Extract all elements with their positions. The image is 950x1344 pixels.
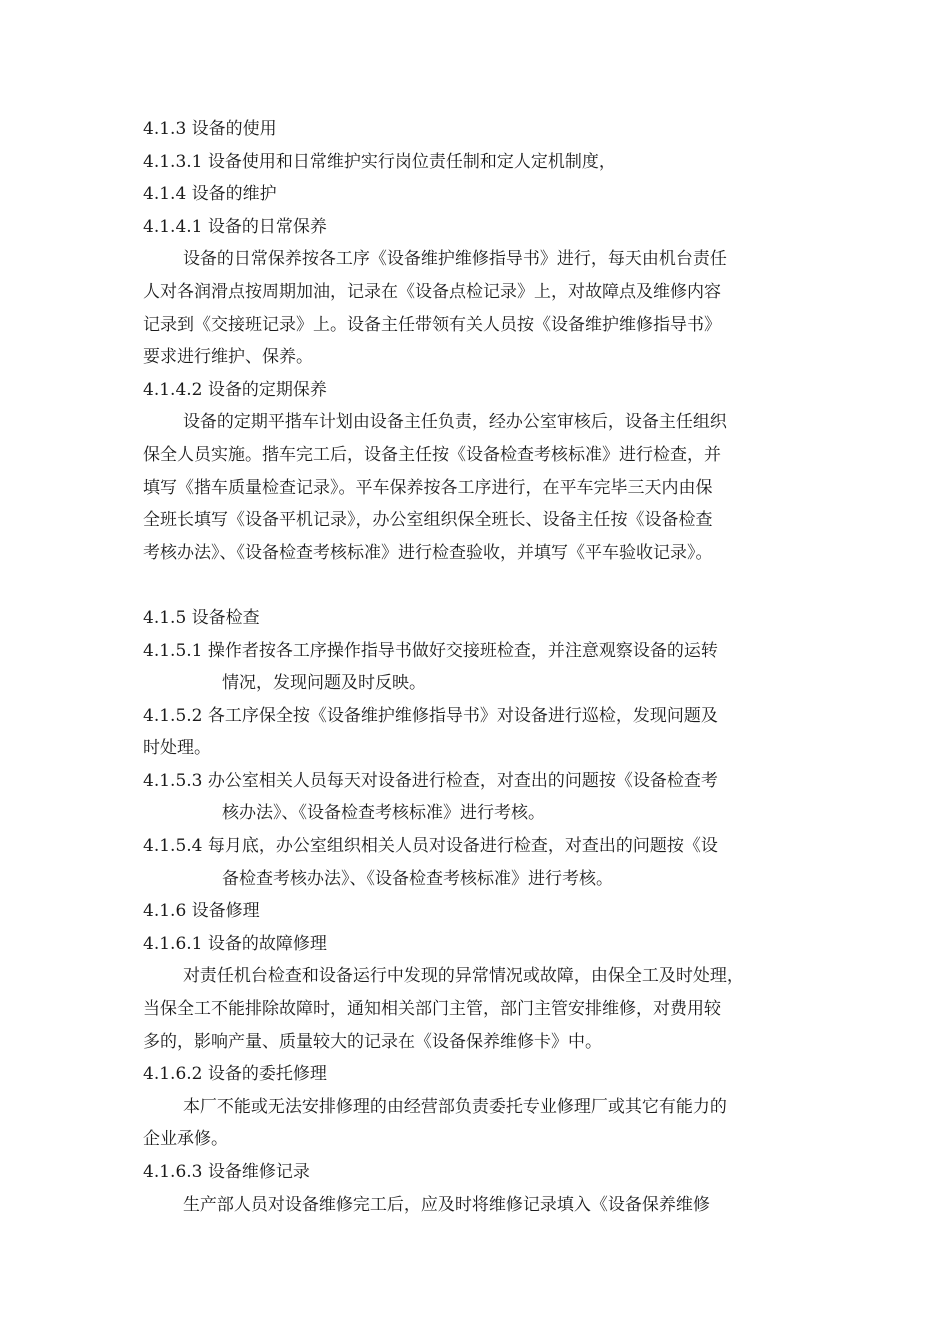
paragraph-line: 填写《揩车质量检查记录》。平车保养按各工序进行，在平车完毕三天内由保 <box>143 477 713 498</box>
blank-line <box>143 569 823 602</box>
section-heading-4-1-4: 4.1.4 设备的维护 <box>143 184 277 205</box>
paragraph-line: 要求进行维护、保养。 <box>143 347 313 368</box>
clause-continuation: 核办法》、《设备检查考核标准》进行考核。 <box>222 803 545 824</box>
paragraph-line: 全班长填写《设备平机记录》，办公室组织保全班长、设备主任按《设备检查 <box>143 510 713 531</box>
paragraph-line: 本厂不能或无法安排修理的由经营部负责委托专业修理厂或其它有能力的 <box>182 1096 727 1117</box>
paragraph-line: 当保全工不能排除故障时，通知相关部门主管，部门主管安排维修，对费用较 <box>143 999 721 1020</box>
clause-4-1-5-4: 4.1.5.4 每月底，办公室组织相关人员对设备进行检查，对查出的问题按《设 <box>143 836 718 857</box>
clause-4-1-5-3: 4.1.5.3 办公室相关人员每天对设备进行检查，对查出的问题按《设备检查考 <box>143 770 718 791</box>
section-heading-4-1-5: 4.1.5 设备检查 <box>143 607 260 628</box>
clause-4-1-3-1: 4.1.3.1 设备使用和日常维护实行岗位责任制和定人定机制度， <box>143 151 616 172</box>
paragraph-line: 多的，影响产量、质量较大的记录在《设备保养维修卡》中。 <box>143 1031 602 1052</box>
section-heading-4-1-3: 4.1.3 设备的使用 <box>143 119 277 139</box>
paragraph-line: 生产部人员对设备维修完工后，应及时将维修记录填入《设备保养维修 <box>182 1194 710 1215</box>
paragraph-line: 人对各润滑点按周期加油，记录在《设备点检记录》上，对故障点及维修内容 <box>143 281 721 302</box>
clause-continuation: 时处理。 <box>143 738 211 759</box>
paragraph-line: 设备的日常保养按各工序《设备维护维修指导书》进行，每天由机台责任 <box>182 249 727 270</box>
clause-4-1-5-1: 4.1.5.1 操作者按各工序操作指导书做好交接班检查，并注意观察设备的运转 <box>143 640 718 661</box>
clause-heading-4-1-4-1: 4.1.4.1 设备的日常保养 <box>143 216 327 237</box>
clause-heading-4-1-6-3: 4.1.6.3 设备维修记录 <box>143 1162 310 1182</box>
paragraph-line: 设备的定期平揩车计划由设备主任负责，经办公室审核后，设备主任组织 <box>182 412 727 433</box>
clause-continuation: 备检查考核办法》、《设备检查考核标准》进行考核。 <box>222 868 613 889</box>
paragraph-line: 对责任机台检查和设备运行中发现的异常情况或故障，由保全工及时处理， <box>182 966 744 987</box>
document-body <box>143 113 823 1221</box>
clause-continuation: 情况，发现问题及时反映。 <box>222 673 426 694</box>
paragraph-line: 保全人员实施。揩车完工后，设备主任按《设备检查考核标准》进行检查，并 <box>143 444 721 465</box>
clause-4-1-5-2: 4.1.5.2 各工序保全按《设备维护维修指导书》对设备进行巡检，发现问题及 <box>143 705 718 726</box>
paragraph-line: 记录到《交接班记录》上。设备主任带领有关人员按《设备维护维修指导书》 <box>143 314 721 335</box>
paragraph-line: 企业承修。 <box>143 1129 228 1150</box>
section-heading-4-1-6: 4.1.6 设备修理 <box>143 901 260 922</box>
clause-heading-4-1-4-2: 4.1.4.2 设备的定期保养 <box>143 379 327 400</box>
paragraph-line: 考核办法》、《设备检查考核标准》进行检查验收，并填写《平车验收记录》。 <box>143 542 713 563</box>
clause-heading-4-1-6-2: 4.1.6.2 设备的委托修理 <box>143 1064 327 1085</box>
clause-heading-4-1-6-1: 4.1.6.1 设备的故障修理 <box>143 933 327 954</box>
